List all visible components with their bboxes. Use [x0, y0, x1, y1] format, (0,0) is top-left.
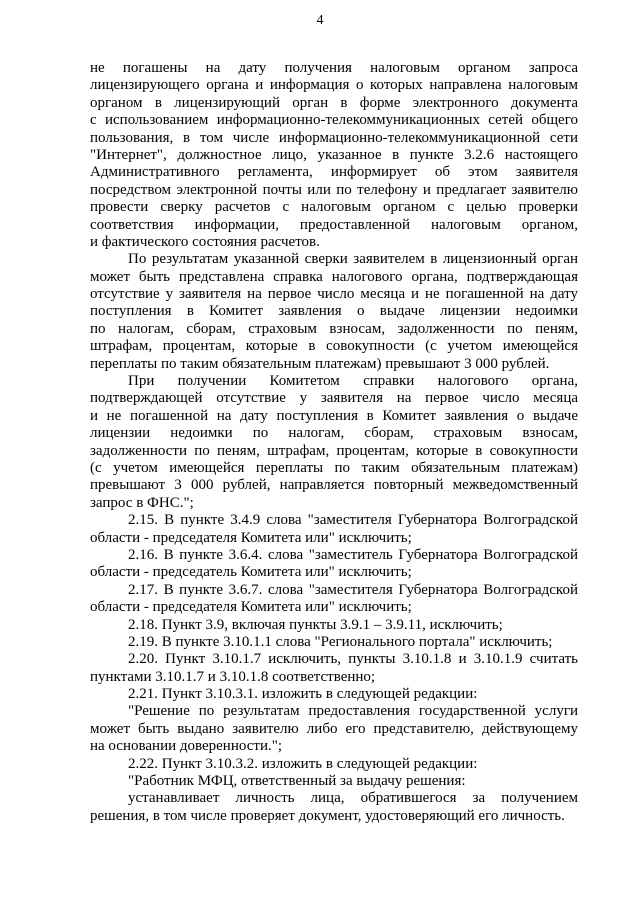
text-line: отсутствие у заявителя на первое число месяца и не погашенной на дату — [90, 286, 578, 303]
text-line: соответствия информации, предоставленной налоговым органом, — [90, 216, 578, 233]
text-line: 2.22. Пункт 3.10.3.2. изложить в следующей редакции: — [128, 755, 478, 772]
text-line: и не погашенной на дату поступления в Комитет заявления о выдаче — [90, 407, 578, 424]
text-line: может быть выдано заявителю либо его представителю, действующему — [90, 720, 578, 737]
text-line: провести сверку расчетов с налоговым органом с целью проверки — [90, 199, 578, 216]
text-line: 2.15. В пункте 3.4.9 слова "заместителя Губернатора Волгоградской — [128, 512, 578, 529]
text-line: По результатам указанной сверки заявителем в лицензионный орган — [128, 251, 578, 268]
text-line: и фактического состояния расчетов. — [90, 233, 320, 250]
text-line: переплаты по таким обязательным платежам) превышают 3 000 рублей. — [90, 355, 550, 372]
text-line: решения, в том числе проверяет документ, удостоверяющий его личность. — [90, 807, 565, 824]
text-line: по налогам, сборам, страховым взносам, задолженности по пеням, — [90, 320, 578, 337]
text-line: области - председатель Комитета или" исключить; — [90, 564, 412, 581]
text-line: пунктами 3.10.1.7 и 3.10.1.8 соответственно; — [90, 668, 376, 685]
text-line: с использованием информационно-телекоммуникационных сетей общего — [90, 112, 578, 129]
text-line: пользования, в том числе информационно-телекоммуникационной сети — [90, 129, 578, 146]
text-line: "Работник МФЦ, ответственный за выдачу решения: — [128, 773, 466, 790]
text-line: (с учетом имеющейся переплаты по таким обязательным платежам) — [90, 459, 578, 476]
text-line: не погашены на дату получения налоговым органом запроса — [90, 60, 578, 76]
text-line: посредством электронной почты или по телефону и предлагает заявителю — [90, 181, 578, 198]
text-line: 2.18. Пункт 3.9, включая пункты 3.9.1 – 3.9.11, исключить; — [128, 616, 503, 633]
text-line: лицензирующего органа и информация о которых направлена налоговым — [90, 77, 578, 94]
text-line: Административного регламента, информирует об этом заявителя — [90, 164, 578, 181]
text-line: превышают 3 000 рублей, направляется повторный межведомственный — [90, 477, 578, 494]
text-line: 2.21. Пункт 3.10.3.1. изложить в следующей редакции: — [128, 686, 478, 703]
text-line: запрос в ФНС."; — [90, 494, 194, 511]
text-line: поступления в Комитет заявления о выдаче лицензии недоимки — [90, 303, 578, 320]
text-line: 2.19. В пункте 3.10.1.1 слова "Регионального портала" исключить; — [128, 633, 553, 650]
text-line: области - председателя Комитета или" исключить; — [90, 529, 412, 546]
text-line: органом в лицензирующий орган в форме электронного документа — [90, 94, 578, 111]
text-line: штрафам, процентам, которые в совокупности (с учетом имеющейся — [90, 338, 578, 355]
text-line: области - председателя Комитета или" исключить; — [90, 599, 412, 616]
text-line: лицензии недоимки по налогам, сборам, страховым взносам, — [90, 425, 578, 442]
text-line: 2.16. В пункте 3.6.4. слова "заместитель Губернатора Волгоградской — [128, 546, 578, 563]
text-line: подтверждающей отсутствие у заявителя на первое число месяца — [90, 390, 578, 407]
page-number: 4 — [316, 13, 324, 28]
text-line: 2.20. Пункт 3.10.1.7 исключить, пункты 3.10.1.8 и 3.10.1.9 считать — [128, 651, 578, 668]
text-line: задолженности по пеням, штрафам, процентам, которые в совокупности — [90, 442, 578, 459]
document-body — [90, 60, 578, 825]
text-line: 2.17. В пункте 3.6.7. слова "заместителя Губернатора Волгоградской — [128, 581, 578, 598]
text-line: устанавливает личность лица, обратившегося за получением — [128, 790, 578, 807]
text-line: "Интернет", должностное лицо, указанное в пункте 3.2.6 настоящего — [90, 146, 578, 163]
text-line: "Решение по результатам предоставления государственной услуги — [128, 703, 578, 720]
text-line: При получении Комитетом справки налогового органа, — [128, 373, 578, 390]
text-line: может быть представлена справка налогового органа, подтверждающая — [90, 268, 578, 285]
text-line: на основании доверенности."; — [90, 738, 283, 755]
